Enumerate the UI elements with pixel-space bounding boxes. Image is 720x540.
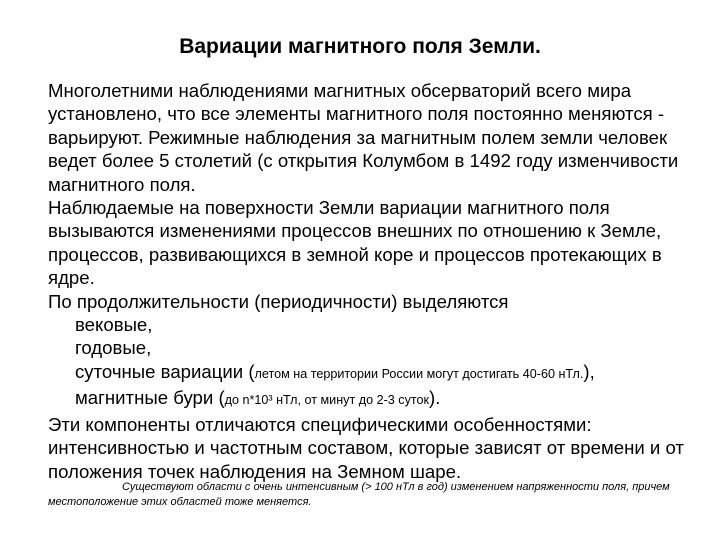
storms-label: магнитные бури (	[75, 387, 225, 409]
storms-end: ).	[429, 387, 441, 409]
variation-item-secular: вековые,	[75, 314, 153, 336]
daily-note: летом на территории России могут достигать 40-60 нТл.	[254, 366, 584, 381]
paragraph-periodicity: По продолжительности (периодичности) выделяются	[48, 290, 509, 312]
variation-item-annual: годовые,	[75, 337, 152, 359]
daily-end: ),	[583, 360, 595, 382]
footnote: Существуют области с очень интенсивным (> 100 нТл в год) изменением напряженности поля, причем местоположение этих областей тоже меняется.	[48, 481, 670, 508]
paragraph-causes: Наблюдаемые на поверхности Земли вариации магнитного поля вызываются изменениями процессов внешних по отношению к Земле, процессов, развивающихся в земной коре и процессов протекающих в ядре.	[48, 197, 662, 289]
variation-item-daily	[48, 360, 710, 386]
storms-note: до n*10³ нТл, от минут до 2-3 суток	[224, 393, 430, 408]
daily-label: суточные вариации (	[75, 360, 255, 382]
variation-item-storms	[48, 386, 710, 412]
paragraph-components: Эти компоненты отличаются специфическими особенностями: интенсивностью и частотным составом, которые зависят от времени и от положения точек наблюдения на Земном шаре.	[48, 413, 684, 482]
body-text	[48, 79, 710, 483]
slide-title: Вариации магнитного поля Земли.	[179, 35, 541, 58]
paragraph-observations: Многолетними наблюдениями магнитных обсерваторий всего мира установлено, что все элементы магнитного поля постоянно меняются - варьируют. Режимные наблюдения за магнитным полем земли человек ведет более 5 столетий (с открытия Колумбом в 1492 году изменчивости магнитного поля.	[48, 80, 679, 195]
